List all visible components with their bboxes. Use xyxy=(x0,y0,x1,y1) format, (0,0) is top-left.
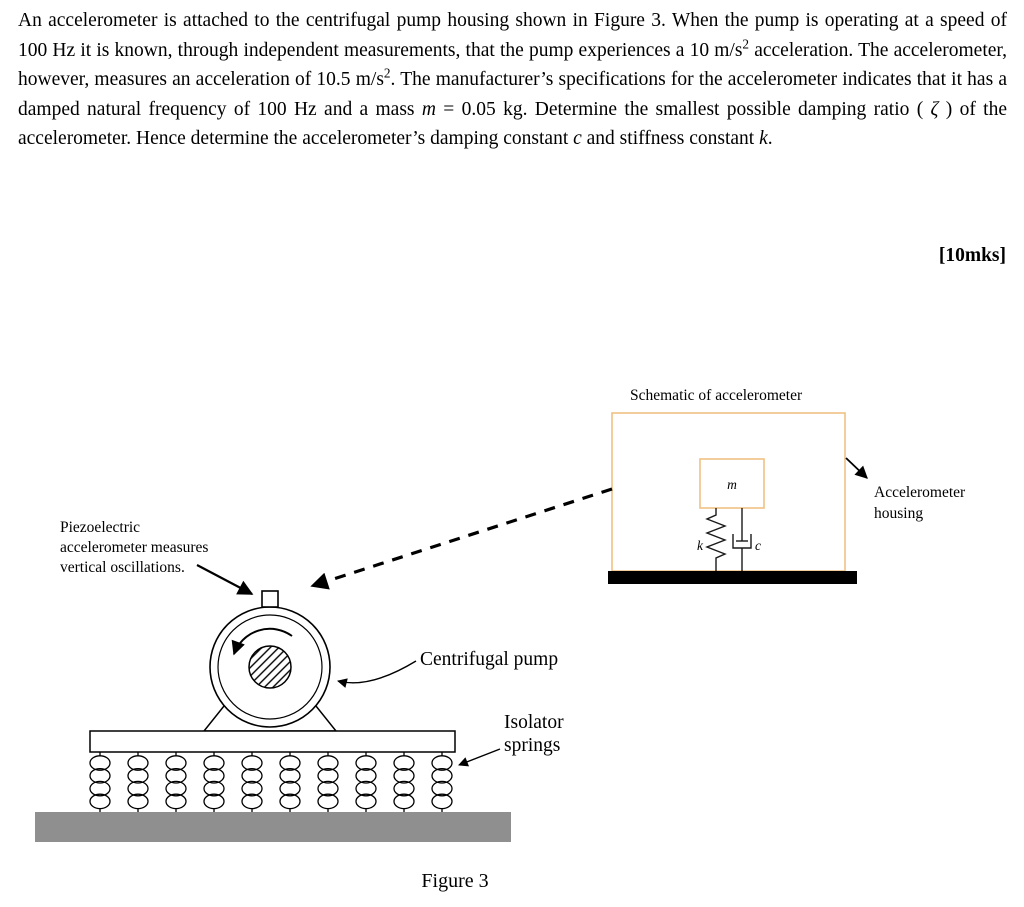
isolator-spring xyxy=(128,752,148,812)
isolator-spring xyxy=(394,752,414,812)
schematic-title: Schematic of accelerometer xyxy=(630,387,803,404)
isolator-springs-label-line2: springs xyxy=(504,735,561,756)
isolator-spring xyxy=(166,752,186,812)
pump-leader-arrow xyxy=(338,661,416,683)
damper-constant-label: c xyxy=(755,538,761,553)
isolator-spring xyxy=(432,752,452,812)
piezo-label-line2: accelerometer measures xyxy=(60,539,209,556)
ground-base xyxy=(35,812,511,842)
isolator-springs-group xyxy=(90,752,452,812)
damper-symbol xyxy=(733,508,751,571)
isolator-spring xyxy=(204,752,224,812)
housing-label-line1: Accelerometer xyxy=(874,484,966,501)
isolator-spring xyxy=(242,752,262,812)
spring-symbol xyxy=(707,508,725,571)
isolator-spring xyxy=(318,752,338,812)
springs-leader-arrow xyxy=(459,749,500,765)
housing-leader-arrow xyxy=(846,458,867,478)
pump-hub-hatched xyxy=(249,646,291,688)
figure-caption: Figure 3 xyxy=(421,870,489,892)
pump-label: Centrifugal pump xyxy=(420,649,559,670)
piezo-leader-arrow xyxy=(197,565,252,594)
isolator-spring xyxy=(90,752,110,812)
marks-label: [10mks] xyxy=(938,245,1006,266)
problem-statement: An accelerometer is attached to the centrifugal pump housing shown in Figure 3. When the pump is operating at a speed of 100 Hz it is known, through independent measurements, that the pump experiences a 10 $m/s^2$ acceleration. The accelerometer, however, measures an acceleration of 10.5 $m/s^2$. The manufacturer’s specifications for the accelerometer indicates that it has a damped natural frequency of 100 Hz and a mass m = 0.05 kg. Determine the smallest possible damping ratio ( ζ ) of the accelerometer. Hence determine the accelerometer’s damping constant c and stiffness constant k. xyxy=(18,10,1007,150)
piezo-label-line3: vertical oscillations. xyxy=(60,559,185,576)
mass-label: m xyxy=(727,477,737,492)
isolator-spring xyxy=(356,752,376,812)
dashed-leader-arrow xyxy=(312,489,612,586)
accelerometer-sensor-square xyxy=(262,591,278,607)
schematic-base xyxy=(608,571,857,584)
isolator-spring xyxy=(280,752,300,812)
piezo-label-line1: Piezoelectric xyxy=(60,519,141,536)
spring-constant-label: k xyxy=(697,538,703,553)
isolator-springs-label-line1: Isolator xyxy=(504,712,564,733)
pump-mounting-plate xyxy=(90,731,455,752)
housing-label-line2: housing xyxy=(874,505,924,522)
